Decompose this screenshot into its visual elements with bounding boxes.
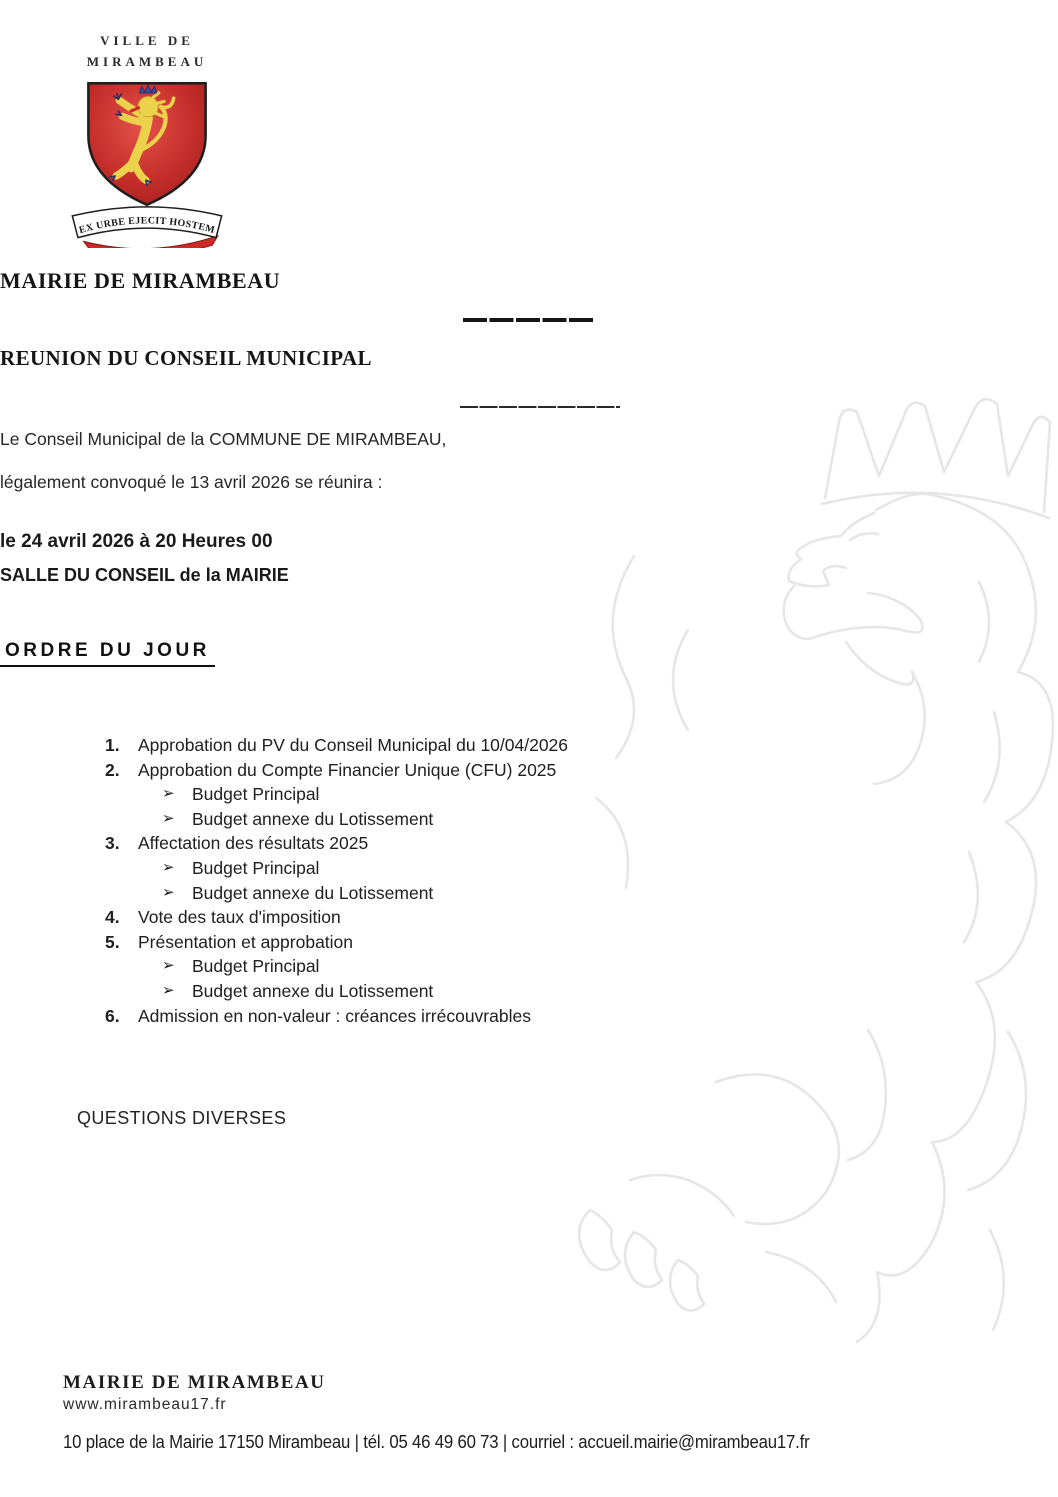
- agenda-sub-text: Budget Principal: [192, 784, 320, 805]
- footer: [63, 1371, 1023, 1453]
- agenda-item: [105, 831, 785, 856]
- agenda-item-text: Approbation du PV du Conseil Municipal du 10/04/2026: [138, 735, 569, 755]
- agenda-item: [105, 758, 785, 783]
- agenda-item-number: 5.: [105, 931, 120, 952]
- agenda-item-text: Admission en non-valeur : créances irrécouvrables: [138, 1005, 531, 1026]
- agenda-sub-text: Budget annexe du Lotissement: [192, 882, 434, 903]
- agenda-list: [105, 733, 785, 1028]
- arrow-bullet-icon: ➢: [162, 883, 175, 901]
- page-subtitle: REUNION DU CONSEIL MUNICIPAL: [0, 346, 372, 370]
- agenda-item-number: 3.: [105, 833, 120, 854]
- meeting-datetime: le 24 avril 2026 à 20 Heures 00: [0, 531, 273, 552]
- agenda-item-text: Présentation et approbation: [138, 931, 354, 952]
- questions-diverses-label: QUESTIONS DIVERSES: [77, 1108, 287, 1128]
- meeting-location: SALLE DU CONSEIL de la MAIRIE: [0, 565, 289, 585]
- separator-thin: [460, 406, 620, 408]
- city-name-line2: MIRAMBEAU: [86, 54, 208, 69]
- agenda-item-number: 6.: [105, 1005, 120, 1026]
- agenda-item-text: Vote des taux d'imposition: [138, 907, 341, 928]
- separator-thick: [463, 318, 595, 322]
- agenda-sub-item: [105, 807, 785, 832]
- agenda-sub-text: Budget Principal: [192, 857, 320, 878]
- intro-line-2: légalement convoqué le 13 avril 2026 se réunira :: [0, 472, 383, 492]
- city-coat-of-arms: [58, 30, 236, 248]
- agenda-item: [105, 1004, 785, 1029]
- footer-website: www.mirambeau17.fr: [63, 1396, 227, 1413]
- footer-contact-line: 10 place de la Mairie 17150 Mirambeau | tél. 05 46 49 60 73 | courriel : accueil.mairie@mirambeau17.fr: [63, 1432, 810, 1452]
- agenda-heading-wrap: [0, 640, 1058, 667]
- agenda-item-number: 4.: [105, 907, 120, 928]
- agenda-sub-text: Budget annexe du Lotissement: [192, 980, 434, 1001]
- intro-line-1: Le Conseil Municipal de la COMMUNE DE MIRAMBEAU,: [0, 429, 447, 449]
- agenda-item: [105, 733, 785, 758]
- agenda-item-number: 1.: [105, 735, 120, 755]
- arrow-bullet-icon: ➢: [162, 957, 175, 975]
- agenda-heading: ORDRE DU JOUR: [0, 640, 215, 667]
- arrow-bullet-icon: ➢: [162, 858, 175, 876]
- city-name-line1: VILLE DE: [100, 33, 194, 48]
- agenda-item-text: Approbation du Compte Financier Unique (CFU) 2025: [138, 759, 557, 780]
- agenda-item: [105, 905, 785, 930]
- agenda-item: [105, 930, 785, 955]
- arrow-bullet-icon: ➢: [162, 785, 175, 803]
- arrow-bullet-icon: ➢: [162, 809, 175, 827]
- agenda-sub-text: Budget annexe du Lotissement: [192, 808, 434, 829]
- agenda-sub-item: [105, 881, 785, 906]
- agenda-sub-item: [105, 782, 785, 807]
- shield-crest-icon: [83, 78, 211, 208]
- arrow-bullet-icon: ➢: [162, 981, 175, 999]
- agenda-sub-item: [105, 856, 785, 881]
- agenda-sub-text: Budget Principal: [192, 956, 320, 977]
- motto-text: EX URBE EJECIT HOSTEM: [77, 215, 217, 237]
- page-title: MAIRIE DE MIRAMBEAU: [0, 268, 281, 293]
- agenda-item-number: 2.: [105, 759, 120, 780]
- agenda-sub-item: [105, 954, 785, 979]
- agenda-sub-item: [105, 979, 785, 1004]
- agenda-item-text: Affectation des résultats 2025: [138, 833, 369, 854]
- footer-org-name: MAIRIE DE MIRAMBEAU: [63, 1372, 326, 1393]
